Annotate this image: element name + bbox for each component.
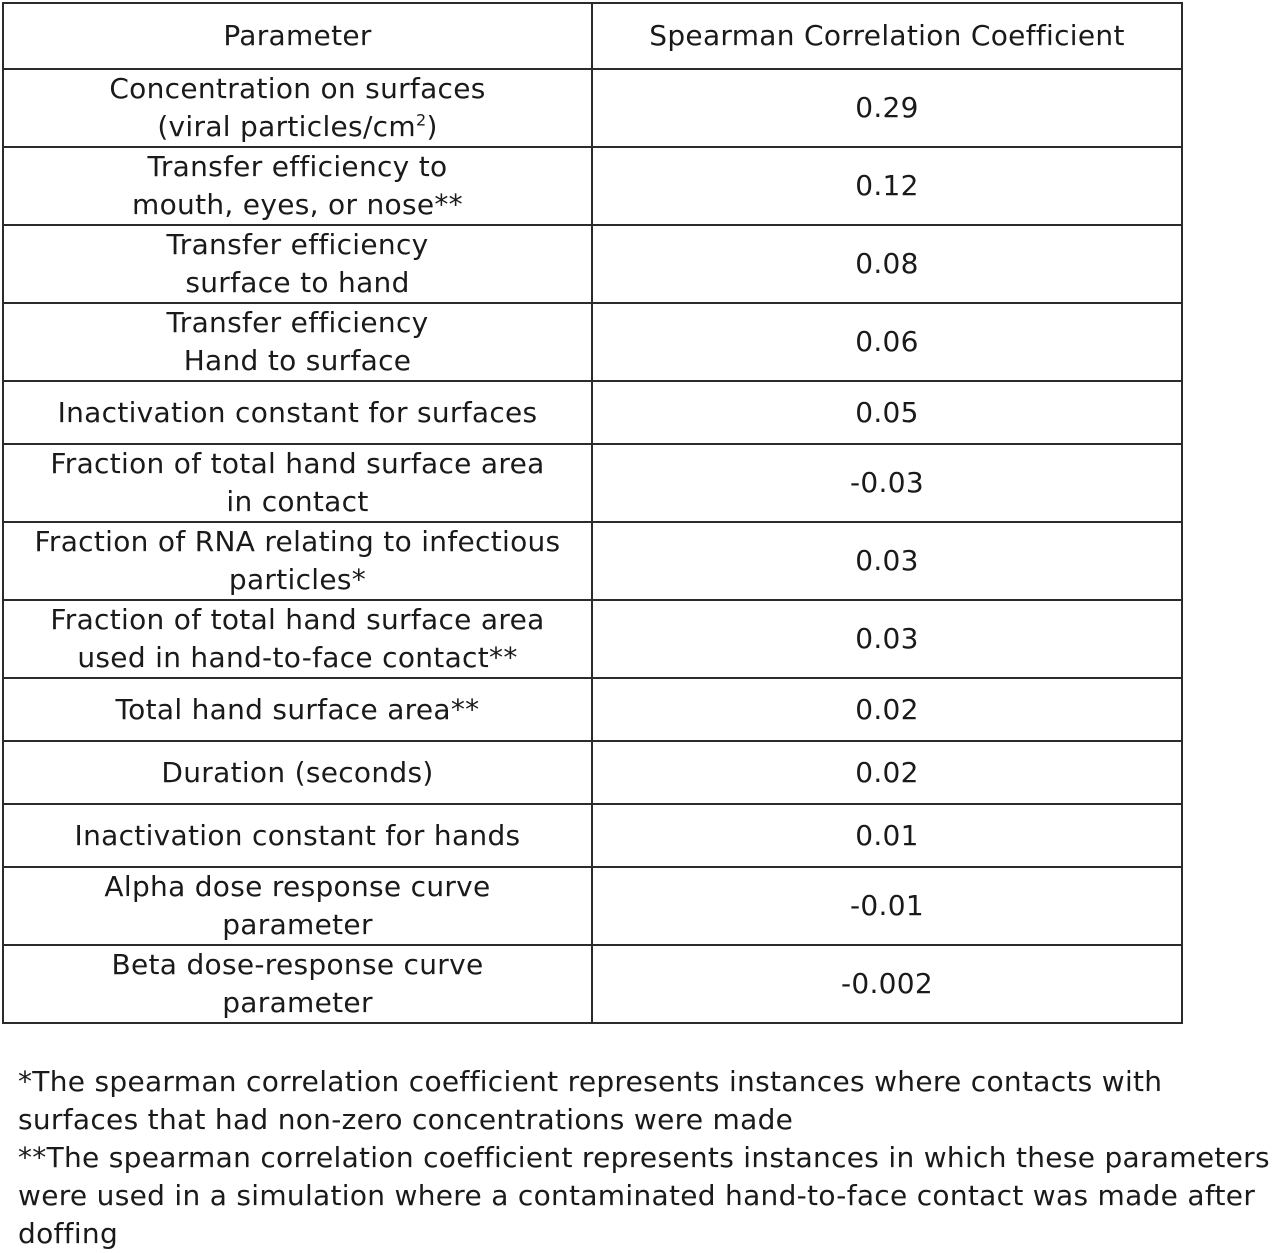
- table-header-row: [3, 3, 1182, 69]
- table-row: [3, 147, 1182, 225]
- param-cell: Transfer efficiency Hand to surface: [3, 303, 592, 381]
- param-cell: Fraction of RNA relating to infectious particles*: [3, 522, 592, 600]
- table-row: [3, 522, 1182, 600]
- value-cell: 0.02: [592, 678, 1182, 741]
- param-cell: [3, 69, 592, 147]
- value-cell: 0.03: [592, 600, 1182, 678]
- value-cell: 0.03: [592, 522, 1182, 600]
- param-text: (viral particles/cm: [157, 110, 416, 143]
- param-cell: Fraction of total hand surface area in contact: [3, 444, 592, 522]
- param-cell: Inactivation constant for surfaces: [3, 381, 592, 444]
- value-cell: 0.12: [592, 147, 1182, 225]
- param-text: ): [426, 110, 438, 143]
- header-parameter: Parameter: [3, 3, 592, 69]
- superscript: 2: [415, 110, 427, 130]
- footnote-double-asterisk: **The spearman correlation coefficient represents instances in which these parameters were used in a simulation where a contaminated hand-to-face contact was made after doffing: [18, 1141, 1270, 1250]
- param-cell: Inactivation constant for hands: [3, 804, 592, 867]
- table-row: [3, 867, 1182, 945]
- table-row: [3, 741, 1182, 804]
- correlation-table: [2, 2, 1183, 1024]
- value-cell: 0.29: [592, 69, 1182, 147]
- correlation-table-container: [2, 2, 1181, 1024]
- param-text: Concentration on surfaces: [109, 72, 486, 105]
- table-row: [3, 225, 1182, 303]
- value-cell: -0.03: [592, 444, 1182, 522]
- footnotes: [18, 1063, 1280, 1253]
- table-row: [3, 945, 1182, 1023]
- footnote-single-asterisk: *The spearman correlation coefficient represents instances where contacts with surfaces that had non-zero concentrations were made: [18, 1065, 1163, 1136]
- header-coefficient: Spearman Correlation Coefficient: [592, 3, 1182, 69]
- value-cell: -0.002: [592, 945, 1182, 1023]
- value-cell: 0.01: [592, 804, 1182, 867]
- param-cell: Duration (seconds): [3, 741, 592, 804]
- param-cell: Transfer efficiency surface to hand: [3, 225, 592, 303]
- value-cell: -0.01: [592, 867, 1182, 945]
- param-cell: Beta dose-response curve parameter: [3, 945, 592, 1023]
- table-row: [3, 303, 1182, 381]
- param-cell: Alpha dose response curve parameter: [3, 867, 592, 945]
- table-row: [3, 69, 1182, 147]
- param-cell: Total hand surface area**: [3, 678, 592, 741]
- table-row: [3, 804, 1182, 867]
- param-cell: Transfer efficiency to mouth, eyes, or nose**: [3, 147, 592, 225]
- value-cell: 0.05: [592, 381, 1182, 444]
- table-row: [3, 678, 1182, 741]
- value-cell: 0.06: [592, 303, 1182, 381]
- table-row: [3, 381, 1182, 444]
- value-cell: 0.02: [592, 741, 1182, 804]
- table-row: [3, 600, 1182, 678]
- value-cell: 0.08: [592, 225, 1182, 303]
- table-row: [3, 444, 1182, 522]
- param-cell: Fraction of total hand surface area used in hand-to-face contact**: [3, 600, 592, 678]
